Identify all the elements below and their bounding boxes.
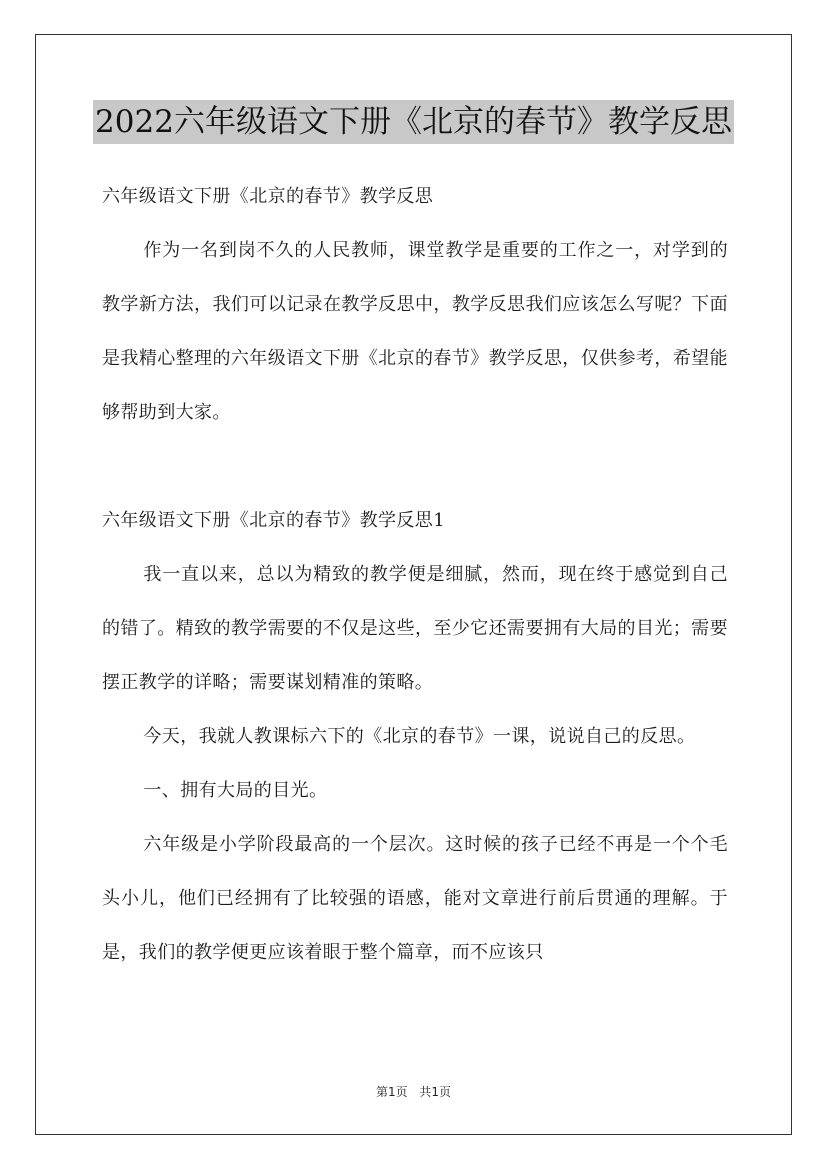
page-total: 共1页: [419, 1085, 452, 1099]
body-paragraph-4: 六年级是小学阶段最高的一个层次。这时候的孩子已经不再是一个个毛头小儿，他们已经拥有了比较强的语感，能对文章进行前后贯通的理解。于是，我们的教学便更应该着眼于整个篇章，而不应该只: [102, 834, 728, 963]
document-subtitle: 六年级语文下册《北京的春节》教学反思: [102, 186, 434, 207]
body-paragraph-2: 今天，我就人教课标六下的《北京的春节》一课，说说自己的反思。: [143, 726, 696, 747]
section-heading: 六年级语文下册《北京的春节》教学反思1: [102, 510, 446, 531]
intro-paragraph: 作为一名到岗不久的人民教师，课堂教学是重要的工作之一，对学到的教学新方法，我们可以记录在教学反思中，教学反思我们应该怎么写呢？下面是我精心整理的六年级语文下册《北京的春节》教学反思，仅供参考，希望能够帮助到大家。: [102, 240, 728, 423]
document-title: 2022六年级语文下册《北京的春节》教学反思: [93, 100, 734, 144]
title-wrap: [0, 100, 827, 144]
section-gap: [102, 440, 728, 494]
body-paragraph-3: 一、拥有大局的目光。: [143, 780, 328, 801]
page-number: 第1页: [375, 1085, 408, 1099]
document-body: [102, 170, 728, 980]
page-footer: [0, 1083, 827, 1100]
body-paragraph-1: 我一直以来，总以为精致的教学便是细腻，然而，现在终于感觉到自己的错了。精致的教学需要的不仅是这些，至少它还需要拥有大局的目光；需要摆正教学的详略；需要谋划精准的策略。: [102, 564, 728, 693]
